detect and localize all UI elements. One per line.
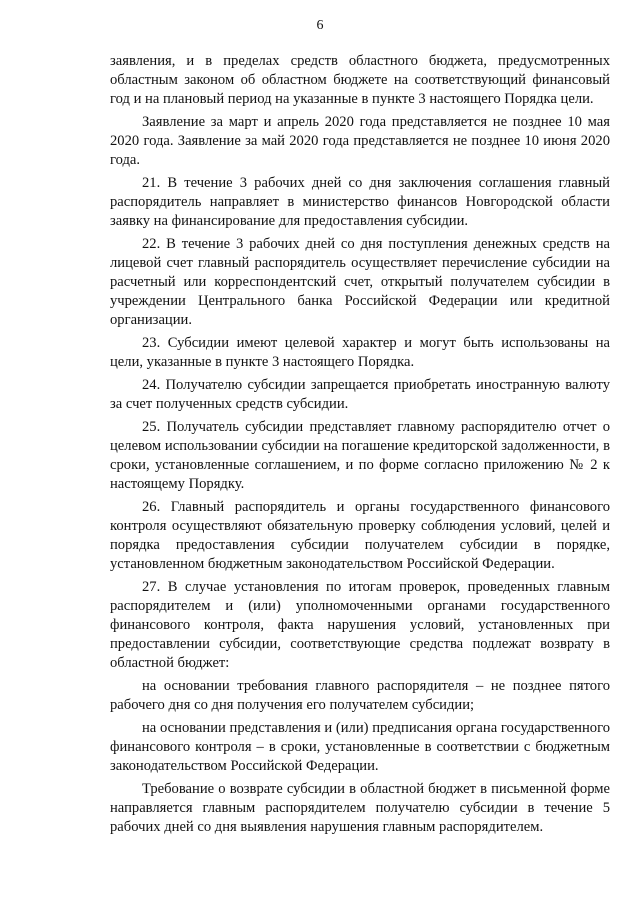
paragraph-25: 25. Получатель субсидии представляет главному распорядителю отчет о целевом использовании субсидии на погашение кредиторской задолженности, в сроки, установленные соглашением, и по форме согласно приложению № 2 к настоящему Порядку. xyxy=(110,419,610,492)
paragraph-23: 23. Субсидии имеют целевой характер и могут быть использованы на цели, указанные в пункте 3 настоящего Порядка. xyxy=(110,335,610,370)
paragraph-21: 21. В течение 3 рабочих дней со дня заключения соглашения главный распорядитель направляет в министерство финансов Новгородской области заявку на финансирование для предоставления субсидии. xyxy=(110,175,610,229)
paragraph-27: 27. В случае установления по итогам проверок, проведенных главным распорядителем и (или) уполномоченными органами государственного финансового контроля, факта нарушения условий, установленных при предоставлении субсидии, соответствующие средства подлежат возврату в областной бюджет: xyxy=(110,579,610,671)
paragraph-continuation: заявления, и в пределах средств областного бюджета, предусмотренных областным законом об областном бюджете на соответствующий финансовый год и на плановый период на указанные в пункте 3 настоящего Порядка цели. xyxy=(110,53,610,107)
paragraph-27-item-1: на основании требования главного распорядителя – не позднее пятого рабочего дня со дня получения его получателем субсидии; xyxy=(110,678,610,713)
paragraph-26: 26. Главный распорядитель и органы государственного финансового контроля осуществляют обязательную проверку соблюдения условий, целей и порядка предоставления субсидии получателем субсидии в порядке, установленном бюджетным законодательством Российской Федерации. xyxy=(110,499,610,572)
paragraph-22: 22. В течение 3 рабочих дней со дня поступления денежных средств на лицевой счет главный распорядитель осуществляет перечисление субсидии на расчетный или корреспондентский счет, открытый получателем субсидии в учреждении Центрального банка Российской Федерации или кредитной организации. xyxy=(110,236,610,328)
paragraph-application-deadlines: Заявление за март и апрель 2020 года представляется не позднее 10 мая 2020 года. Заявление за май 2020 года представляется не позднее 10 июня 2020 года. xyxy=(110,114,610,168)
paragraph-27-item-2: на основании представления и (или) предписания органа государственного финансового контроля – в сроки, установленные в соответствии с бюджетным законодательством Российской Федерации. xyxy=(110,720,610,774)
document-body xyxy=(110,52,610,841)
paragraph-return-requirement: Требование о возврате субсидии в областной бюджет в письменной форме направляется главным распорядителем получателю субсидии в течение 5 рабочих дней со дня выявления нарушения главным распорядителем. xyxy=(110,781,610,835)
paragraph-24: 24. Получателю субсидии запрещается приобретать иностранную валюту за счет полученных средств субсидии. xyxy=(110,377,610,412)
page-number: 6 xyxy=(316,18,324,33)
